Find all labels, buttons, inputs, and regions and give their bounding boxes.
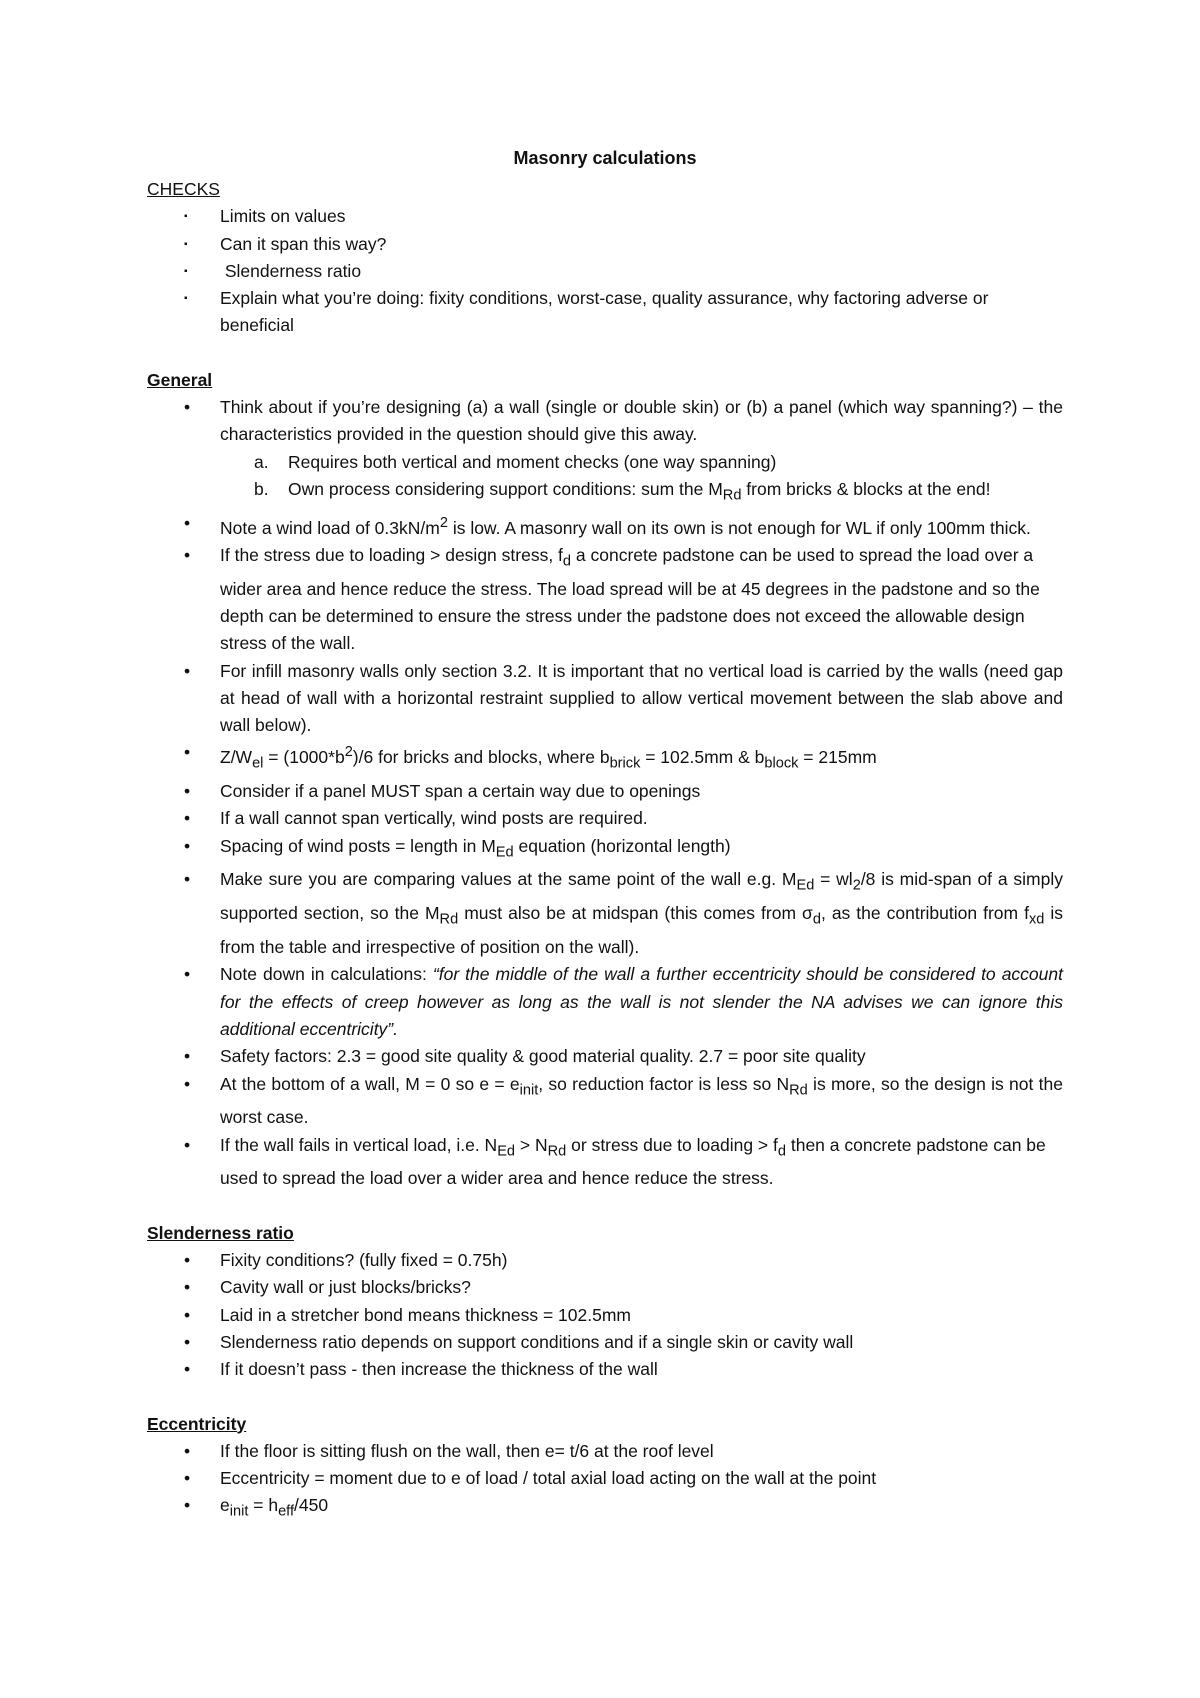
- list-marker: b.: [254, 478, 269, 499]
- square-bullet-icon: ▪: [184, 293, 188, 305]
- list-item: • If the wall fails in vertical load, i.e. $N_{Ed} > N_{Rd}$ or stress due to loading > $f_d$ then a concrete padstone can be used to spread the load over a wider area and hence reduce the stress.: [147, 1132, 1063, 1193]
- bullet-icon: •: [184, 512, 191, 533]
- list-item: • Note down in calculations: “for the middle of the wall a further eccentricity should be considered to account for the effects of creep however as long as the wall is not slender the NA advises we can ignore this additional eccentricity”.: [147, 961, 1063, 1043]
- bullet-icon: •: [184, 660, 191, 681]
- list-item: a. Requires both vertical and moment checks (one way spanning): [147, 449, 1063, 476]
- list-item: ▪ Explain what you’re doing: fixity conditions, worst-case, quality assurance, why factoring adverse or beneficial: [147, 285, 1063, 340]
- list-item: • Slenderness ratio depends on support conditions and if a single skin or cavity wall: [147, 1329, 1063, 1356]
- list-item: • If a wall cannot span vertically, wind posts are required.: [147, 805, 1063, 832]
- bullet-icon: •: [184, 1250, 191, 1271]
- bullet-icon: •: [184, 1495, 191, 1516]
- slenderness-list: [147, 1247, 1063, 1383]
- list-item: • Eccentricity = moment due to e of load / total axial load acting on the wall at the point: [147, 1465, 1063, 1492]
- bullet-icon: •: [184, 1073, 191, 1094]
- bullet-icon: •: [184, 1331, 191, 1352]
- list-item: • Fixity conditions? (fully fixed = 0.75h): [147, 1247, 1063, 1274]
- spacer: [147, 1384, 1063, 1411]
- bullet-icon: •: [184, 397, 191, 418]
- list-item: • Make sure you are comparing values at the same point of the wall e.g. $M_{Ed} = wl_2/8$ is mid-span of a simply supported section, so the $M_{Rd}$ must also be at midspan (this comes from $\sigma_d$, as the contribution from $f_{xd}$ is from the table and irrespective of position on the wall).: [147, 866, 1063, 961]
- spacer: [147, 340, 1063, 367]
- square-bullet-icon: ▪: [184, 238, 188, 250]
- list-item: • $Z/W_{el} = (1000*b^2)/6$ for bricks and blocks, where $b_{brick} = 102.5mm$ & $b_{block} = 215mm$: [147, 739, 1063, 778]
- eccentricity-heading: Eccentricity: [147, 1413, 247, 1434]
- list-item: • Note a wind load of $0.3kN/m^2$ is low. A masonry wall on its own is not enough for WL if only 100mm thick.: [147, 510, 1063, 542]
- square-bullet-icon: ▪: [184, 265, 188, 277]
- page-title: Masonry calculations: [513, 148, 697, 168]
- list-marker: a.: [254, 451, 269, 472]
- bullet-icon: •: [184, 1468, 191, 1489]
- document-body: [147, 145, 1063, 1526]
- bullet-icon: •: [184, 835, 191, 856]
- list-item: b. Own process considering support conditions: sum the $M_{Rd}$ from bricks & blocks at the end!: [147, 476, 1063, 510]
- bullet-icon: •: [184, 808, 191, 829]
- general-sublist: [147, 449, 1063, 510]
- list-item: • Think about if you’re designing (a) a wall (single or double skin) or (b) a panel (which way spanning?) – the characteristics provided in the question should give this away.: [147, 394, 1063, 449]
- eccentricity-list: [147, 1438, 1063, 1526]
- list-item: • Consider if a panel MUST span a certain way due to openings: [147, 778, 1063, 805]
- sigma-symbol: σ: [802, 903, 813, 924]
- bullet-icon: •: [184, 1046, 191, 1067]
- list-item: • For infill masonry walls only section 3.2. It is important that no vertical load is carried by the walls (need gap at head of wall with a horizontal restraint supplied to allow vertical movement between the slab above and wall below).: [147, 658, 1063, 740]
- bullet-icon: •: [184, 869, 191, 890]
- checks-heading: CHECKS: [147, 179, 220, 199]
- list-item: ▪ Can it span this way?: [147, 231, 1063, 258]
- bullet-icon: •: [184, 1304, 191, 1325]
- list-item: • If the floor is sitting flush on the wall, then e= t/6 at the roof level: [147, 1438, 1063, 1465]
- list-item: ▪ Limits on values: [147, 203, 1063, 230]
- bullet-icon: •: [184, 1440, 191, 1461]
- list-item: • Spacing of wind posts = length in $M_{Ed}$ equation (horizontal length): [147, 833, 1063, 867]
- checks-list: [147, 203, 1063, 339]
- list-item: ▪ Slenderness ratio: [147, 258, 1063, 285]
- list-item: • Cavity wall or just blocks/bricks?: [147, 1274, 1063, 1301]
- list-item: • If the stress due to loading > design stress, $f_d$ a concrete padstone can be used to spread the load over a wider area and hence reduce the stress. The load spread will be at 45 degrees in the padstone and so the depth can be determined to ensure the stress under the padstone does not exceed the allowable design stress of the wall.: [147, 542, 1063, 658]
- bullet-icon: •: [184, 1134, 191, 1155]
- bullet-icon: •: [184, 1277, 191, 1298]
- list-item: • If it doesn’t pass - then increase the thickness of the wall: [147, 1356, 1063, 1383]
- bullet-icon: •: [184, 1359, 191, 1380]
- square-bullet-icon: ▪: [184, 211, 188, 223]
- general-heading: General: [147, 369, 213, 390]
- slenderness-heading: Slenderness ratio: [147, 1222, 294, 1243]
- list-item: • $e_{init} = h_{eff}/450$: [147, 1492, 1063, 1526]
- bullet-icon: •: [184, 781, 191, 802]
- spacer: [147, 1193, 1063, 1220]
- bullet-icon: •: [184, 964, 191, 985]
- bullet-icon: •: [184, 544, 191, 565]
- list-item: • At the bottom of a wall, M = 0 so $e = e_{init}$, so reduction factor is less so $N_{Rd}$ is more, so the design is not the worst case.: [147, 1071, 1063, 1132]
- bullet-icon: •: [184, 742, 191, 763]
- list-item: • Laid in a stretcher bond means thickness = 102.5mm: [147, 1302, 1063, 1329]
- list-item: • Safety factors: 2.3 = good site quality & good material quality. 2.7 = poor site quality: [147, 1043, 1063, 1070]
- general-list-continued: [147, 510, 1063, 1193]
- quote: “for the middle of the wall a further eccentricity should be considered to account for the effects of creep however as long as the wall is not slender the NA advises we can ignore this additional eccentricity”.: [220, 964, 1063, 1039]
- general-list: [147, 394, 1063, 449]
